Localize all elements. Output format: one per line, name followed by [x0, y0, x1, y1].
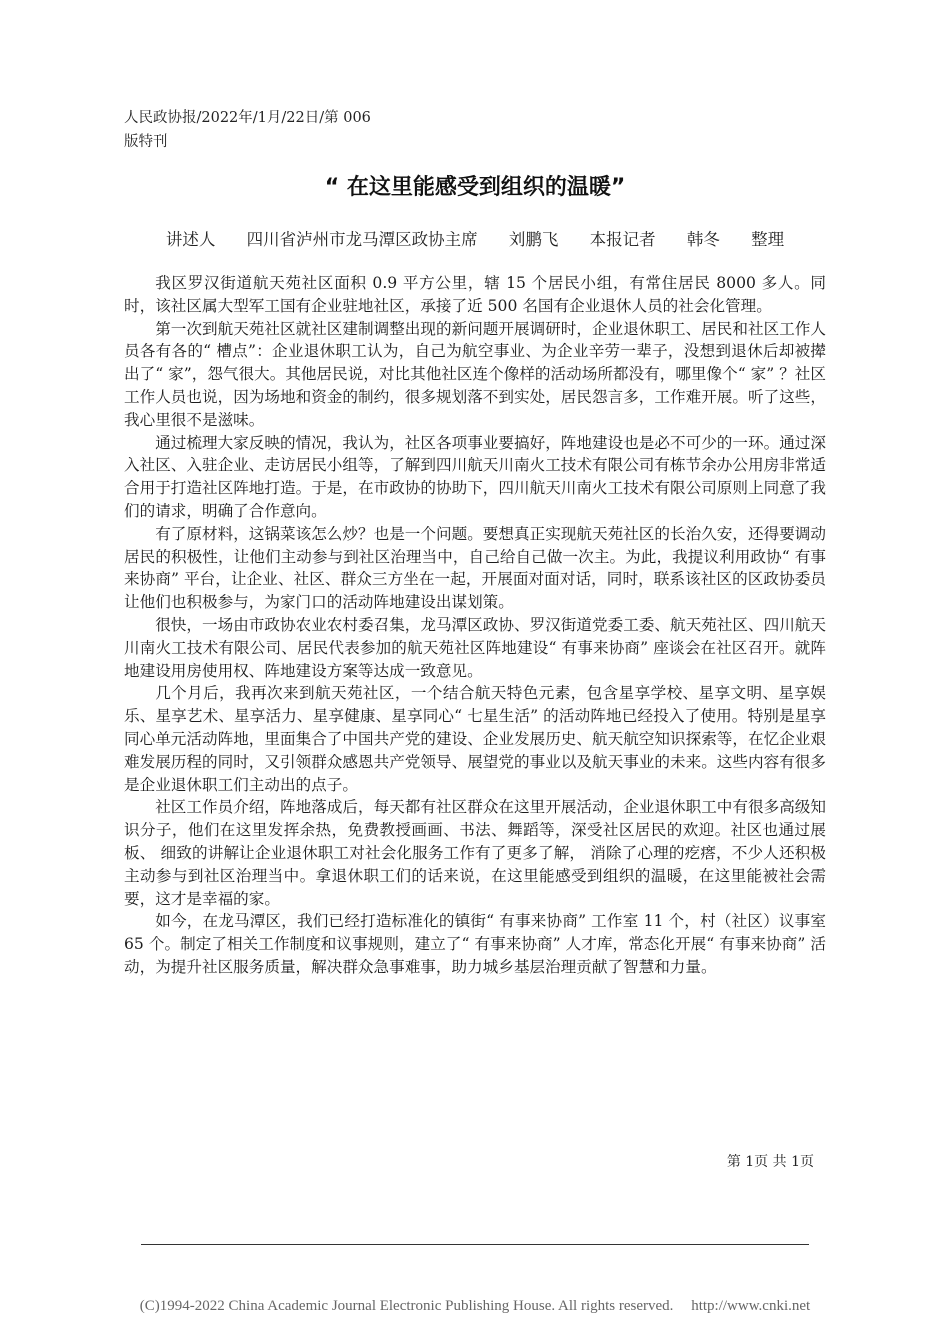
- narrator-position: 四川省泸州市龙马潭区政协主席: [246, 230, 478, 249]
- paragraph: 我区罗汉街道航天苑社区面积 0.9 平方公里，辖 15 个居民小组，有常住居民 8000 多人。同时，该社区属大型军工国有企业驻地社区，承接了近 500 名国有企业退休人员的社会化管理。: [124, 274, 826, 315]
- footer-url[interactable]: http://www.cnki.net: [691, 1298, 811, 1314]
- narrator-name: 刘鹏飞: [508, 230, 559, 249]
- byline: [0, 227, 950, 253]
- copyright-text: (C)1994-2022 China Academic Journal Electronic Publishing House. All rights reserved.: [139, 1298, 674, 1314]
- footer-divider: [141, 1244, 809, 1245]
- footer: [0, 1296, 950, 1316]
- paragraph: 如今，在龙马潭区，我们已经打造标准化的镇街“ 有事来协商” 工作室 11 个，村（社区）议事室 65 个。制定了相关工作制度和议事规则，建立了“ 有事来协商” 人才库，常态化开展“ 有事来协商” 活动，为提升社区服务质量，解决群众急事难事，助力城乡基层治理贡献了智慧和力量。: [124, 912, 826, 976]
- reporter-label: 本报记者: [589, 230, 656, 249]
- editor-role: 整理: [751, 230, 785, 249]
- narrator-label: 讲述人: [165, 230, 216, 249]
- paragraph: 通过梳理大家反映的情况，我认为，社区各项事业要搞好，阵地建设也是必不可少的一环。通过深入社区、入驻企业、走访居民小组等，了解到四川航天川南火工技术有限公司有栋节余办公用房非常适合用于打造社区阵地打造。于是，在市政协的协助下，四川航天川南火工技术有限公司原则上同意了我们的请求，明确了合作意向。: [124, 433, 826, 520]
- page-number: 第 1页 共 1页: [726, 1154, 814, 1170]
- reporter-name: 韩冬: [686, 230, 720, 249]
- paragraph: 社区工作员介绍，阵地落成后，每天都有社区群众在这里开展活动，企业退休职工中有很多高级知识分子，他们在这里发挥余热，免费教授画画、书法、舞蹈等，深受社区居民的欢迎。社区也通过展板、 细致的讲解让企业退休职工对社会化服务工作有了更多了解， 消除了心理的疙瘩，不少人还积极主动参与到社区治理当中。拿退休职工们的话来说，在这里能感受到组织的温暖，在这里能被社会需要，这才是幸福的家。: [124, 798, 826, 908]
- paragraph: 有了原材料，这锅菜该怎么炒？也是一个问题。要想真正实现航天苑社区的长治久安，还得要调动居民的积极性，让他们主动参与到社区治理当中，自己给自己做一次主。为此，我提议利用政协“ 有事来协商” 平台，让企业、社区、群众三方坐在一起，开展面对面对话，同时，联系该社区的区政协委员让他们也积极参与，为家门口的活动阵地建设出谋划策。: [124, 524, 826, 612]
- paragraph: 第一次到航天苑社区就社区建制调整出现的新问题开展调研时，企业退休职工、居民和社区工作人员各有各的“ 槽点”：企业退休职工认为，自己为航空事业、为企业辛劳一辈子，没想到退休后却被撵出了“ 家”，怨气很大。其他居民说，对比其他社区连个像样的活动场所都没有，哪里像个“ 家” ？社区工作人员也说，因为场地和资金的制约，很多规划落不到实处，居民怨言多，工作难开展。听了这些，我心里很不是滋味。: [124, 319, 826, 429]
- paragraph: 几个月后，我再次来到航天苑社区，一个结合航天特色元素，包含星享学校、星享文明、星享娱乐、星享艺术、星享活力、星享健康、星享同心“ 七星生活” 的活动阵地已经投入了使用。特别是星享同心单元活动阵地，里面集合了中国共产党的建设、企业发展历史、航天航空知识探索等，在忆企业艰难发展历程的同时，又引领群众感恩共产党领导、展望党的事业以及航天事业的未来。这些内容有很多是企业退休职工们主动出的点子。: [124, 684, 826, 794]
- paragraph: 很快，一场由市政协农业农村委召集，龙马潭区政协、罗汉街道党委工委、航天苑社区、四川航天川南火工技术有限公司、居民代表参加的航天苑社区阵地建设“ 有事来协商” 座谈会在社区召开。就阵地建设用房使用权、阵地建设方案等达成一致意见。: [124, 615, 826, 680]
- article-title: “ 在这里能感受到组织的温暖”: [324, 175, 626, 200]
- source-citation: [124, 106, 424, 154]
- source-line-2: 版特刊: [124, 134, 168, 150]
- article-body: [124, 272, 826, 979]
- source-line-1: 人民政协报/2022年/1月/22日/第 006: [124, 110, 371, 126]
